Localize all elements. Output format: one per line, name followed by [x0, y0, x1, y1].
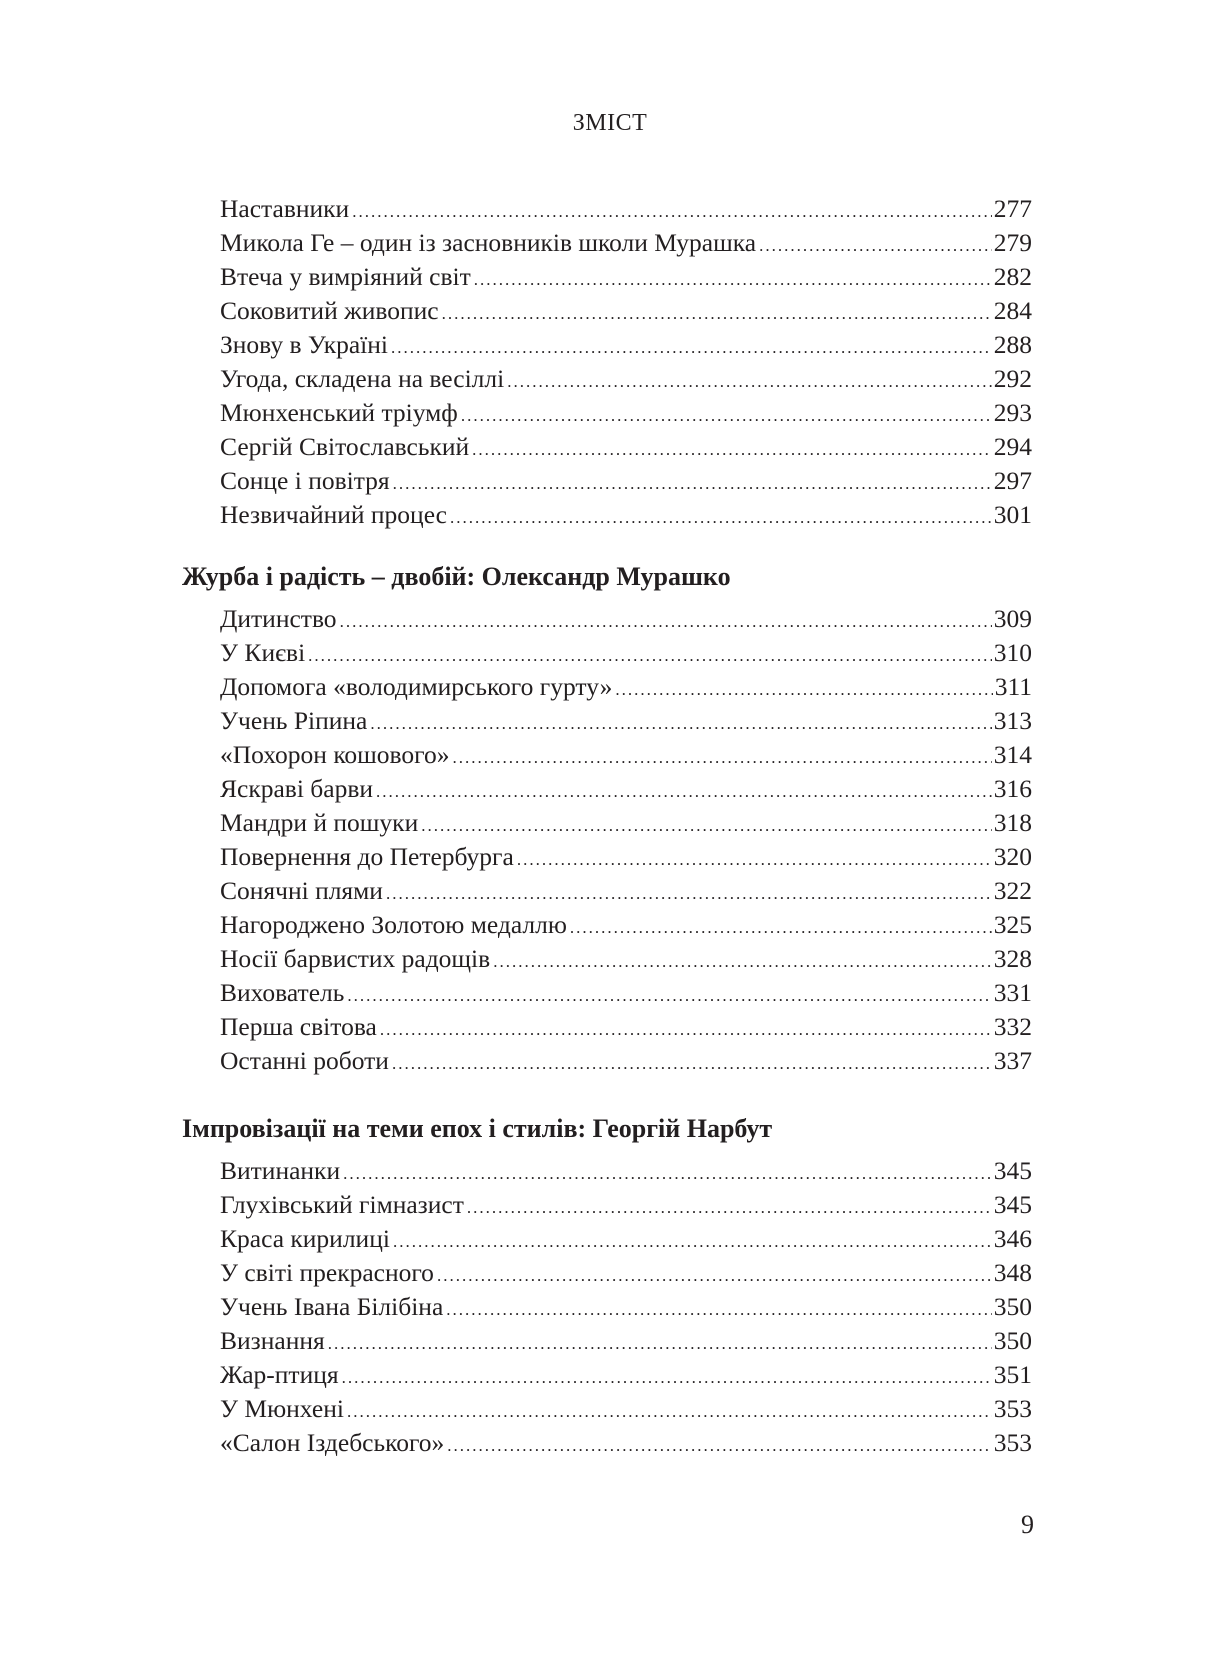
toc-section-continued	[182, 192, 1032, 532]
toc-entry[interactable]	[220, 806, 1032, 840]
toc-entry-page: 284	[993, 296, 1032, 325]
dot-leader	[391, 331, 992, 365]
toc-entry-title: У Києві	[220, 638, 306, 667]
toc-entry-title: «Салон Іздебського»	[220, 1428, 445, 1457]
toc-entry-title: Сергій Світославський	[220, 432, 470, 461]
toc-entry-page: 320	[993, 842, 1032, 871]
toc-entry-title: Наставники	[220, 194, 350, 223]
toc-list	[182, 602, 1032, 1078]
toc-entry[interactable]	[220, 1044, 1032, 1078]
toc-entry[interactable]	[220, 396, 1032, 430]
toc-entry-page: 353	[993, 1394, 1032, 1423]
dot-leader	[570, 911, 992, 945]
toc-entry-page: 297	[993, 466, 1032, 495]
table-of-contents	[182, 192, 1032, 1457]
dot-leader	[450, 501, 992, 535]
toc-entry[interactable]	[220, 602, 1032, 636]
dot-leader	[615, 673, 992, 707]
dot-leader	[493, 945, 992, 979]
toc-entry-page: 309	[993, 604, 1032, 633]
toc-entry[interactable]	[220, 1222, 1032, 1256]
toc-entry[interactable]	[220, 192, 1032, 226]
page-title: ЗМІСТ	[572, 110, 648, 136]
dot-leader	[376, 775, 992, 809]
toc-entry[interactable]	[220, 1256, 1032, 1290]
dot-leader	[461, 399, 992, 433]
dot-leader	[393, 1225, 992, 1259]
toc-list	[182, 192, 1032, 532]
chapter-heading[interactable]: Імпровізації на теми епох і стилів: Георгій Нарбут	[182, 1114, 773, 1143]
toc-entry-page: 310	[993, 638, 1032, 667]
toc-entry[interactable]	[220, 1010, 1032, 1044]
toc-entry-page: 279	[993, 228, 1032, 257]
dot-leader	[347, 979, 991, 1013]
toc-entry-page: 314	[993, 740, 1032, 769]
toc-entry-page: 293	[993, 398, 1032, 427]
dot-leader	[370, 707, 991, 741]
toc-entry-title: Краса кирилиці	[220, 1224, 390, 1253]
toc-entry-title: Вихователь	[220, 978, 345, 1007]
toc-entry-page: 318	[993, 808, 1032, 837]
toc-entry[interactable]	[220, 908, 1032, 942]
toc-entry-page: 345	[993, 1190, 1032, 1219]
dot-leader	[386, 877, 992, 911]
toc-entry-title: Мюнхенський тріумф	[220, 398, 458, 427]
toc-entry-page: 348	[993, 1258, 1032, 1287]
toc-entry-title: У Мюнхені	[220, 1394, 344, 1423]
toc-section-murashko	[182, 560, 1032, 1078]
toc-entry[interactable]	[220, 260, 1032, 294]
toc-entry[interactable]	[220, 704, 1032, 738]
dot-leader	[340, 605, 992, 639]
dot-leader	[308, 639, 992, 673]
dot-leader	[453, 741, 992, 775]
toc-entry-page: 345	[993, 1156, 1032, 1185]
toc-entry[interactable]	[220, 1188, 1032, 1222]
toc-entry[interactable]	[220, 738, 1032, 772]
toc-entry[interactable]	[220, 1154, 1032, 1188]
toc-entry-page: 313	[993, 706, 1032, 735]
toc-entry[interactable]	[220, 328, 1032, 362]
toc-entry-title: Яскраві барви	[220, 774, 374, 803]
dot-leader	[472, 433, 992, 467]
toc-entry[interactable]	[220, 294, 1032, 328]
toc-entry-page: 332	[993, 1012, 1032, 1041]
toc-entry-page: 301	[993, 500, 1032, 529]
toc-entry[interactable]	[220, 464, 1032, 498]
chapter-heading[interactable]: Журба і радість – двобій: Олександр Мурашко	[182, 562, 731, 591]
toc-entry-title: Учень Ріпина	[220, 706, 368, 735]
dot-leader	[328, 1327, 992, 1361]
toc-entry-title: Сонячні плями	[220, 876, 383, 905]
toc-entry-page: 292	[993, 364, 1032, 393]
toc-entry-page: 288	[993, 330, 1032, 359]
dot-leader	[421, 809, 992, 843]
dot-leader	[467, 1191, 992, 1225]
toc-entry[interactable]	[220, 636, 1032, 670]
dot-leader	[517, 843, 992, 877]
toc-entry-title: Глухівський гімназист	[220, 1190, 464, 1219]
dot-leader	[507, 365, 992, 399]
toc-entry-page: 337	[993, 1046, 1032, 1075]
toc-entry-title: «Похорон кошового»	[220, 740, 450, 769]
toc-entry-page: 346	[993, 1224, 1032, 1253]
toc-entry-title: Угода, складена на весіллі	[220, 364, 505, 393]
dot-leader	[392, 1047, 992, 1081]
dot-leader	[474, 263, 992, 297]
toc-list	[182, 1154, 1032, 1460]
toc-entry[interactable]	[220, 1324, 1032, 1358]
toc-entry-title: Витинанки	[220, 1156, 341, 1185]
dot-leader	[352, 195, 992, 229]
dot-leader	[393, 467, 992, 501]
toc-entry-title: Допомога «володимирського гурту»	[220, 672, 613, 701]
toc-entry-title: Микола Ге – один із засновників школи Мурашка	[220, 228, 757, 257]
toc-entry-page: 294	[993, 432, 1032, 461]
toc-entry-page: 350	[993, 1326, 1032, 1355]
dot-leader	[759, 229, 992, 263]
toc-entry[interactable]	[220, 362, 1032, 396]
toc-entry[interactable]	[220, 772, 1032, 806]
toc-entry-title: Останні роботи	[220, 1046, 389, 1075]
toc-entry[interactable]	[220, 226, 1032, 260]
dot-leader	[347, 1395, 992, 1429]
toc-entry-title: Визнання	[220, 1326, 325, 1355]
toc-entry[interactable]	[220, 840, 1032, 874]
toc-entry-title: Мандри й пошуки	[220, 808, 419, 837]
toc-entry[interactable]	[220, 1290, 1032, 1324]
toc-entry-title: Нагороджено Золотою медаллю	[220, 910, 567, 939]
toc-entry-page: 351	[993, 1360, 1032, 1389]
dot-leader	[343, 1157, 992, 1191]
toc-entry[interactable]	[220, 1392, 1032, 1426]
toc-entry-title: Учень Івана Білібіна	[220, 1292, 444, 1321]
dot-leader	[447, 1429, 991, 1463]
toc-entry-page: 277	[993, 194, 1032, 223]
dot-leader	[380, 1013, 992, 1047]
toc-entry-title: Перша світова	[220, 1012, 377, 1041]
toc-entry-title: Втеча у вимріяний світ	[220, 262, 471, 291]
toc-entry-page: 331	[993, 978, 1032, 1007]
toc-entry-title: Жар-птиця	[220, 1360, 339, 1389]
toc-entry-title: Носії барвистих радощів	[220, 944, 491, 973]
toc-entry-title: Незвичайний процес	[220, 500, 447, 529]
toc-entry-title: Дитинство	[220, 604, 337, 633]
toc-entry-page: 350	[993, 1292, 1032, 1321]
toc-entry[interactable]	[220, 670, 1032, 704]
toc-entry[interactable]	[220, 874, 1032, 908]
toc-section-narbut	[182, 1112, 1032, 1460]
toc-entry-page: 316	[993, 774, 1032, 803]
toc-entry-title: Повернення до Петербурга	[220, 842, 514, 871]
toc-entry-title: Знову в Україні	[220, 330, 388, 359]
toc-entry-page: 328	[993, 944, 1032, 973]
toc-entry-page: 282	[993, 262, 1032, 291]
toc-entry-title: Сонце і повітря	[220, 466, 390, 495]
dot-leader	[446, 1293, 991, 1327]
toc-entry-title: У світі прекрасного	[220, 1258, 434, 1287]
dot-leader	[437, 1259, 992, 1293]
toc-entry-page: 322	[993, 876, 1032, 905]
toc-entry[interactable]	[220, 498, 1032, 532]
toc-entry[interactable]	[220, 976, 1032, 1010]
dot-leader	[442, 297, 992, 331]
page-number: 9	[1021, 1510, 1034, 1539]
toc-entry-page: 325	[993, 910, 1032, 939]
toc-entry[interactable]	[220, 1426, 1032, 1460]
toc-entry-title: Соковитий живопис	[220, 296, 439, 325]
toc-entry[interactable]	[220, 942, 1032, 976]
toc-entry[interactable]	[220, 1358, 1032, 1392]
toc-entry-page: 353	[993, 1428, 1032, 1457]
dot-leader	[342, 1361, 992, 1395]
toc-entry-page: 311	[994, 672, 1032, 701]
toc-entry[interactable]	[220, 430, 1032, 464]
